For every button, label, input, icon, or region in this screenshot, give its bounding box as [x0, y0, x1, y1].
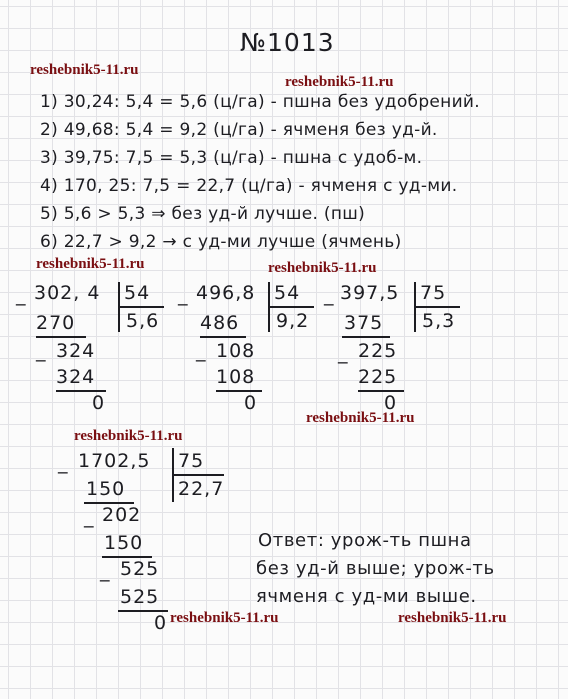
- subtraction-line: [36, 336, 86, 338]
- subtrahend: 486: [200, 312, 240, 334]
- quotient: 5,6: [126, 310, 160, 332]
- solution-line-6: 6) 22,7 > 9,2 → с уд-ми лучше (ячмень): [40, 232, 402, 252]
- solution-line-4: 4) 170, 25: 7,5 = 22,7 (ц/га) - ячменя с уд-ми.: [40, 176, 458, 196]
- division-bar-horizontal: [118, 306, 164, 308]
- subtraction-line: [200, 336, 246, 338]
- remainder: 225: [358, 340, 398, 362]
- minus-sign: _: [100, 560, 111, 582]
- remainder: 202: [102, 504, 142, 526]
- minus-sign: _: [324, 284, 335, 306]
- minus-sign: _: [196, 340, 207, 362]
- watermark: reshebnik5-11.ru: [268, 260, 377, 276]
- subtrahend: 108: [216, 366, 256, 388]
- solution-line-5: 5) 5,6 > 5,3 ⇒ без уд-й лучше. (пш): [40, 204, 366, 224]
- division-bar-horizontal: [172, 474, 224, 476]
- answer-line-2: без уд-й выше; урож-ть: [256, 558, 495, 579]
- solution-line-3: 3) 39,75: 7,5 = 5,3 (ц/га) - пшна с удоб-м.: [40, 148, 423, 168]
- subtrahend: 225: [358, 366, 398, 388]
- solution-line-1: 1) 30,24: 5,4 = 5,6 (ц/га) - пшна без удобрений.: [40, 92, 480, 112]
- quotient: 22,7: [178, 478, 225, 500]
- dividend: 1702,5: [78, 450, 151, 472]
- watermark: reshebnik5-11.ru: [170, 610, 279, 626]
- minus-sign: _: [16, 284, 27, 306]
- minus-sign: _: [338, 342, 349, 364]
- minus-sign: _: [36, 340, 47, 362]
- final-remainder: 0: [244, 392, 258, 414]
- final-remainder: 0: [154, 612, 168, 634]
- divisor: 75: [178, 450, 205, 472]
- remainder: 525: [120, 558, 160, 580]
- minus-sign: _: [178, 284, 189, 306]
- minus-sign: _: [58, 452, 69, 474]
- answer-line-1: Ответ: урож-ть пшна: [258, 530, 472, 551]
- subtrahend: 270: [36, 312, 76, 334]
- subtraction-line: [358, 390, 404, 392]
- dividend: 496,8: [196, 282, 256, 304]
- divisor: 75: [420, 282, 447, 304]
- remainder: 324: [56, 340, 96, 362]
- watermark: reshebnik5-11.ru: [30, 62, 139, 78]
- subtraction-line: [342, 336, 390, 338]
- subtrahend: 375: [344, 312, 384, 334]
- divisor: 54: [274, 282, 301, 304]
- dividend: 302, 4: [34, 282, 101, 304]
- watermark: reshebnik5-11.ru: [398, 610, 507, 626]
- final-remainder: 0: [384, 392, 398, 414]
- solution-line-2: 2) 49,68: 5,4 = 9,2 (ц/га) - ячменя без уд-й.: [40, 120, 438, 140]
- dividend: 397,5: [340, 282, 400, 304]
- quotient: 9,2: [276, 310, 310, 332]
- watermark: reshebnik5-11.ru: [306, 410, 415, 426]
- remainder: 108: [216, 340, 256, 362]
- watermark: reshebnik5-11.ru: [285, 74, 394, 90]
- division-bar-horizontal: [414, 306, 460, 308]
- quotient: 5,3: [422, 310, 456, 332]
- minus-sign: _: [84, 506, 95, 528]
- division-bar-horizontal: [268, 306, 314, 308]
- subtrahend: 150: [86, 478, 126, 500]
- problem-number: №1013: [240, 28, 335, 57]
- watermark: reshebnik5-11.ru: [74, 428, 183, 444]
- subtrahend: 150: [104, 532, 144, 554]
- answer-line-3: ячменя с уд-ми выше.: [256, 586, 477, 607]
- subtrahend: 324: [56, 366, 96, 388]
- watermark: reshebnik5-11.ru: [36, 256, 145, 272]
- subtrahend: 525: [120, 586, 160, 608]
- final-remainder: 0: [92, 392, 106, 414]
- divisor: 54: [124, 282, 151, 304]
